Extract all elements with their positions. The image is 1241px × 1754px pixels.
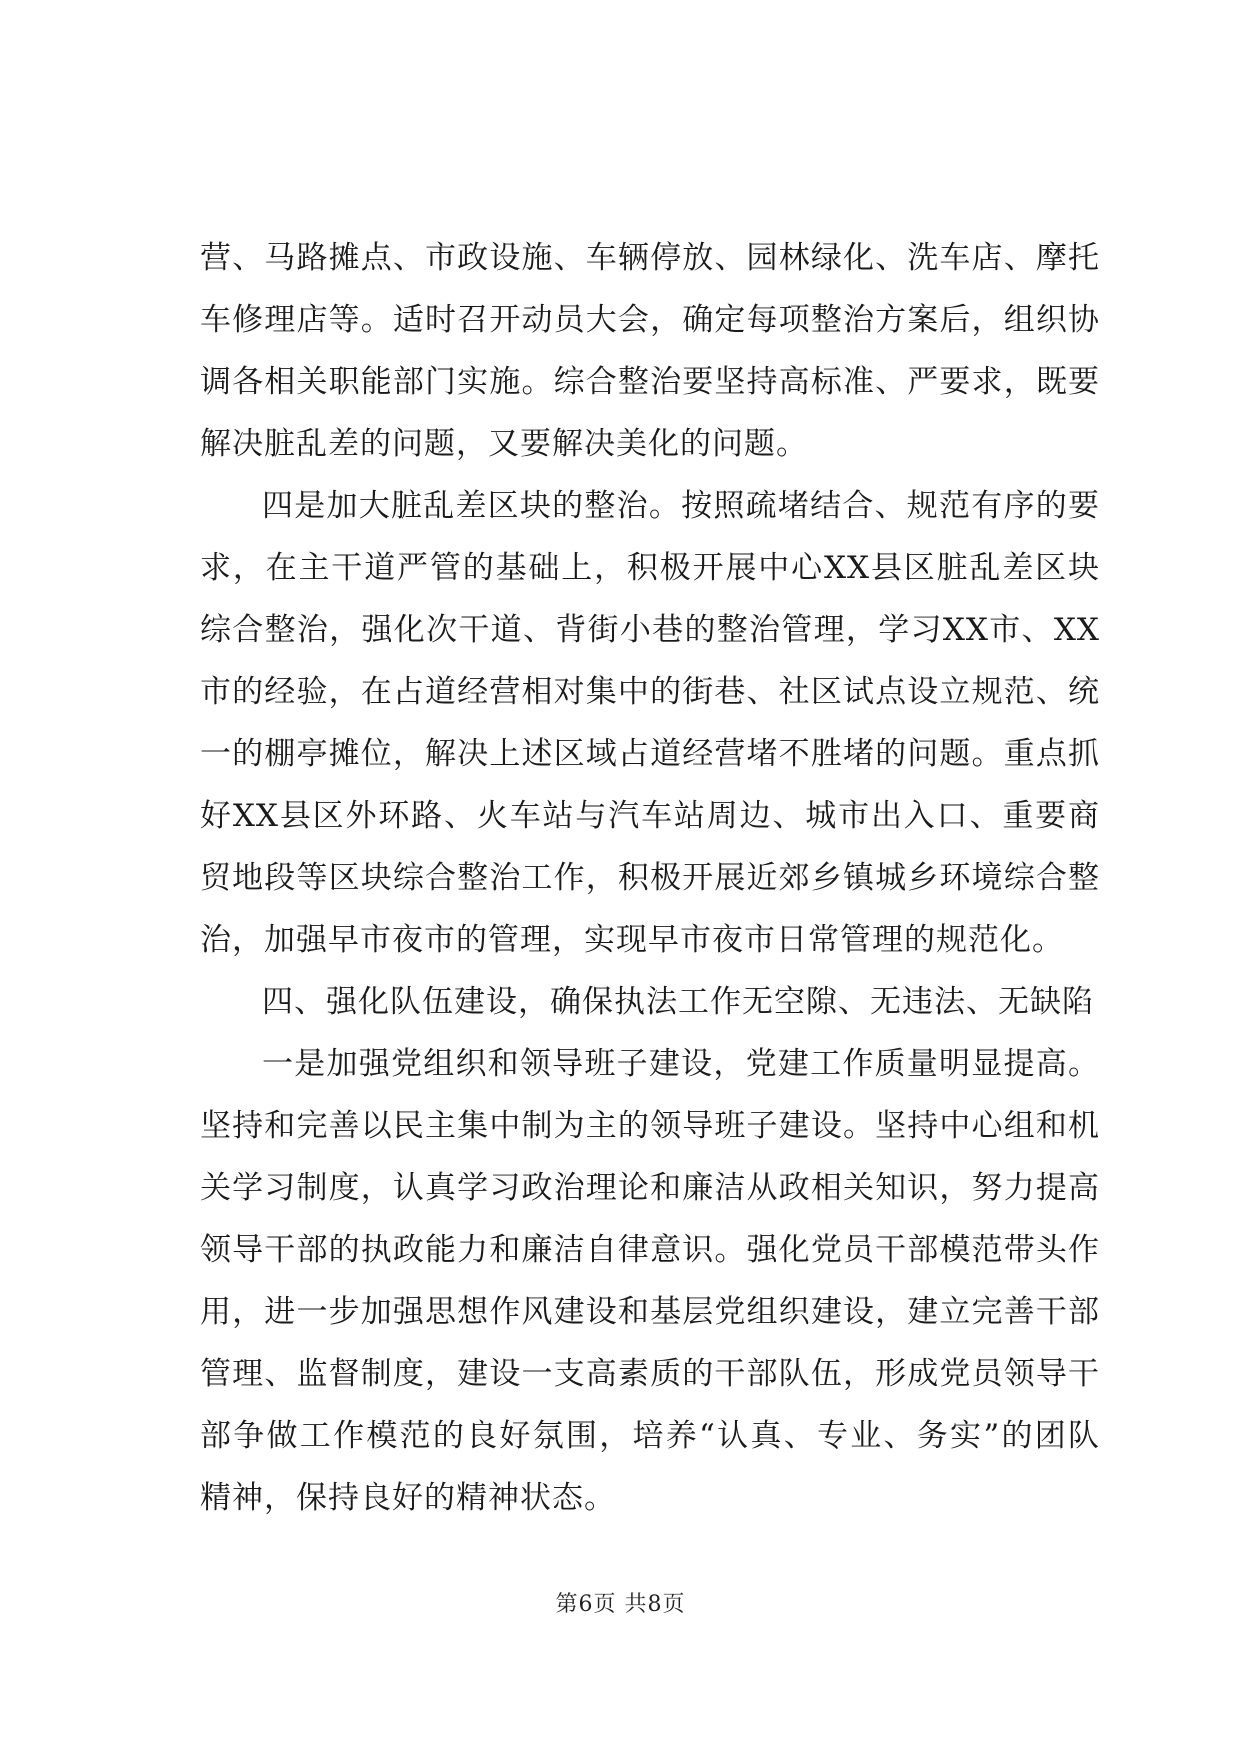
paragraph-line: 四是加大脏乱差区块的整治。按照疏堵结合、规范有序的要 bbox=[262, 488, 1100, 524]
paragraph-line: 营、马路摊点、市政设施、车辆停放、园林绿化、洗车店、摩托 bbox=[200, 240, 1100, 276]
paragraph-line: 调各相关职能部门实施。综合整治要坚持高标准、严要求，既要 bbox=[200, 364, 1100, 400]
paragraph-line: 部争做工作模范的良好氛围，培养“认真、专业、务实”的团队 bbox=[200, 1418, 1100, 1454]
paragraph-line: 求，在主干道严管的基础上，积极开展中心XX县区脏乱差区块 bbox=[200, 550, 1100, 586]
section-heading: 四、强化队伍建设，确保执法工作无空隙、无违法、无缺陷 bbox=[262, 984, 1094, 1020]
paragraph-line: 好XX县区外环路、火车站与汽车站周边、城市出入口、重要商 bbox=[200, 798, 1100, 834]
paragraph-line: 坚持和完善以民主集中制为主的领导班子建设。坚持中心组和机 bbox=[200, 1108, 1100, 1144]
page-number-footer: 第6页 共8页 bbox=[555, 1592, 686, 1617]
paragraph-line: 用，进一步加强思想作风建设和基层党组织建设，建立完善干部 bbox=[200, 1294, 1100, 1330]
paragraph-line: 车修理店等。适时召开动员大会，确定每项整治方案后，组织协 bbox=[200, 302, 1100, 338]
paragraph-line: 解决脏乱差的问题，又要解决美化的问题。 bbox=[200, 426, 808, 462]
paragraph-line: 精神，保持良好的精神状态。 bbox=[200, 1480, 616, 1516]
paragraph-line: 关学习制度，认真学习政治理论和廉洁从政相关知识，努力提高 bbox=[200, 1170, 1100, 1206]
paragraph-line: 一的棚亭摊位，解决上述区域占道经营堵不胜堵的问题。重点抓 bbox=[200, 736, 1100, 772]
paragraph-line: 管理、监督制度，建设一支高素质的干部队伍，形成党员领导干 bbox=[200, 1356, 1100, 1392]
document-body bbox=[200, 227, 1100, 1529]
paragraph-line: 贸地段等区块综合整治工作，积极开展近郊乡镇城乡环境综合整 bbox=[200, 860, 1100, 896]
paragraph-line: 市的经验，在占道经营相对集中的街巷、社区试点设立规范、统 bbox=[200, 674, 1100, 710]
paragraph-line: 领导干部的执政能力和廉洁自律意识。强化党员干部模范带头作 bbox=[200, 1232, 1100, 1268]
paragraph-line: 治，加强早市夜市的管理，实现早市夜市日常管理的规范化。 bbox=[200, 922, 1064, 958]
paragraph-line: 综合整治，强化次干道、背街小巷的整治管理，学习XX市、XX bbox=[200, 612, 1100, 648]
paragraph-line: 一是加强党组织和领导班子建设，党建工作质量明显提高。 bbox=[262, 1046, 1100, 1082]
